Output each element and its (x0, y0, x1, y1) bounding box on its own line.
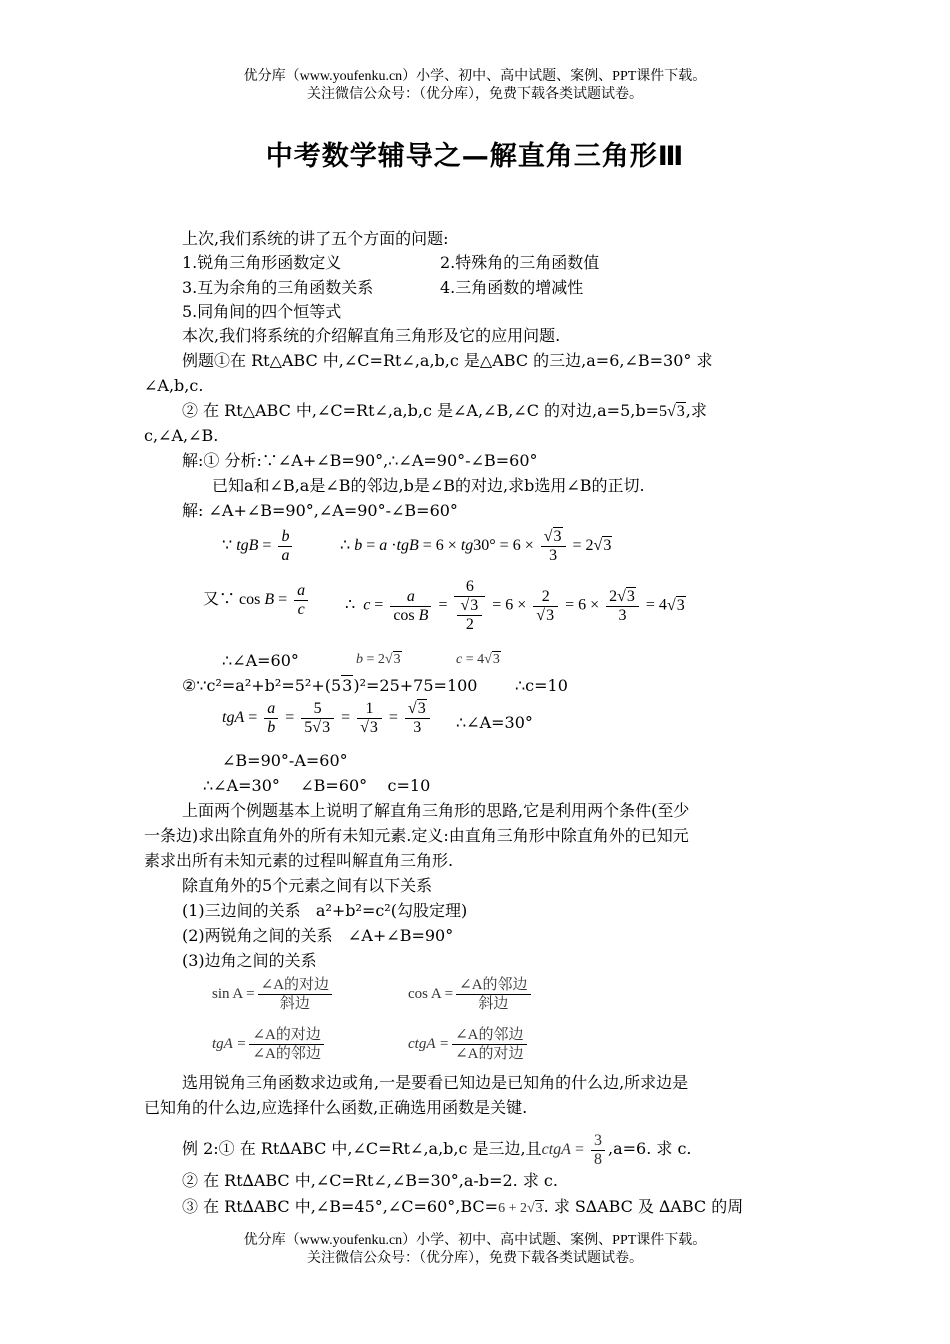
sin-numerator: ∠A的对边 (258, 976, 332, 995)
ctg-numerator: ∠A的邻边 (452, 1026, 526, 1045)
cos-denominator: 斜边 (478, 996, 509, 1012)
example1-line-2: ∠A,b,c. (144, 376, 204, 395)
footer-line-1: 优分库（www.youfenku.cn）小学、初中、高中试题、案例、PPT课件下载。 (243, 1233, 707, 1248)
result-b: b = 2√3 (356, 652, 401, 667)
relation-3: (3)边角之间的关系 (182, 951, 317, 970)
intro-paragraph-2: 本次,我们将系统的介绍解直角三角形及它的应用问题. (182, 326, 561, 345)
solution-step: 解: ∠A+∠B=90°,∠A=90°-∠B=60° (182, 501, 458, 520)
ctgA-fraction: ctgA = $\frac{3}{8}$ (542, 1141, 608, 1158)
solution-analysis: 解:① 分析:∵∠A+∠B=90°,∴∠A=90°-∠B=60° (182, 451, 538, 470)
example1-line-4: c,∠A,∠B. (144, 426, 219, 445)
relation-1: (1)三边间的关系 a²+b²=c²(勾股定理) (182, 901, 468, 920)
sqrt-3: 3 (342, 676, 353, 695)
intro-item-2: 2.特殊角的三角函数值 (440, 253, 600, 272)
tg-numerator: ∠A的对边 (249, 1026, 323, 1045)
summary-line-3: 素求出所有未知元素的过程叫解直角三角形. (144, 851, 454, 870)
part2-c-squared-tail: )²=25+75=100 (353, 676, 478, 695)
example1-line-3-text: ② 在 Rt△ABC 中,∠C=Rt∠,a,b,c 是∠A,∠B,∠C 的对边,a=5,b= (182, 401, 659, 420)
sqrt-5-3: 5√3 (658, 403, 685, 420)
intro-item-3: 3.互为余角的三角函数关系 (182, 278, 374, 297)
example2-line-3-text: ③ 在 Rt∆ABC 中,∠B=45°,∠C=60°,BC= (182, 1197, 499, 1216)
intro-item-5: 5.同角间的四个恒等式 (182, 302, 342, 321)
formula-tg (212, 1026, 327, 1063)
intro-item-4: 4.三角函数的增减性 (440, 278, 584, 297)
intro-paragraph: 上次,我们系统的讲了五个方面的问题: (182, 229, 449, 248)
sin-denominator: 斜边 (279, 996, 310, 1012)
header-line-2: 关注微信公众号：（优分库），免费下载各类试题试卷。 (307, 87, 643, 102)
tg-denominator: ∠A的邻边 (252, 1046, 321, 1062)
example1-line-1: 例题①在 Rt△ABC 中,∠C=Rt∠,a,b,c 是△ABC 的三边,a=6,∠B=30° 求 (182, 351, 713, 370)
result-c: c = 4√3 (456, 652, 500, 667)
formula-sin (212, 976, 335, 1013)
example1-line-3-tail: ,求 (685, 401, 707, 420)
example2-line-3 (182, 1196, 743, 1220)
solution-reasoning: 已知a和∠B,a是∠B的邻边,b是∠B的对边,求b选用∠B的正切. (212, 476, 645, 495)
choose-line-2: 已知角的什么边,应选择什么函数,正确选用函数是关键. (144, 1098, 528, 1117)
example2-line-1 (182, 1132, 692, 1169)
cos-numerator: ∠A的邻边 (456, 976, 530, 995)
formula-tgA: tgA = $\frac{a}{b}$ = $\frac{5}{5√3}$ = $\frac{1}{√3}$ = $\frac{√3}{3}$ (222, 700, 433, 737)
ctg-denominator: ∠A的对边 (455, 1046, 524, 1062)
result-B-60: ∠B=90°-A=60° (222, 751, 348, 770)
relation-2: (2)两锐角之间的关系 ∠A+∠B=90° (182, 926, 454, 945)
result-summary: ∴∠A=30° ∠B=60° c=10 (203, 776, 431, 795)
header-line-1: 优分库（www.youfenku.cn）小学、初中、高中试题、案例、PPT课件下载。 (243, 69, 707, 84)
result-c-10: ∴c=10 (515, 676, 568, 695)
summary-line-2: 一条边)求出除直角外的所有未知元素.定义:由直角三角形中除直角外的已知元 (144, 826, 689, 845)
choose-line-1: 选用锐角三角函数求边或角,一是要看已知边是已知角的什么边,所求边是 (182, 1073, 689, 1092)
page-title: 中考数学辅导之—解直角三角形Ⅲ (265, 141, 685, 172)
intro-item-1: 1.锐角三角形函数定义 (182, 253, 342, 272)
cos-label: cos A = (408, 985, 454, 1002)
bc-value: 6 + 2√3 (498, 1201, 543, 1216)
sin-label: sin A = (212, 985, 255, 1002)
formula-ctg (408, 1026, 530, 1063)
footer-line-2: 关注微信公众号：（优分库），免费下载各类试题试卷。 (307, 1251, 643, 1266)
part2-c-squared (182, 675, 477, 697)
result-A-60: ∴∠A=60° (222, 651, 299, 670)
formula-cosB: 又∵ cos B = $\frac{a}{c}$ (203, 582, 311, 619)
result-A-30: ∴∠A=30° (456, 713, 533, 732)
part2-c-squared-text: ②∵c²=a²+b²=5²+(5 (182, 676, 342, 695)
example2-line-1-tail: ,a=6. 求 c. (607, 1139, 692, 1159)
summary-line-4: 除直角外的5个元素之间有以下关系 (182, 876, 433, 895)
example2-line-2: ② 在 Rt∆ABC 中,∠C=Rt∠,∠B=30°,a-b=2. 求 c. (182, 1171, 558, 1190)
example1-line-3 (182, 400, 707, 423)
example2-line-1-text: 例 2:① 在 Rt∆ABC 中,∠C=Rt∠,a,b,c 是三边,且 (182, 1139, 542, 1159)
formula-tgB: ∵ tgB = $\frac{b}{a}$ (222, 528, 295, 565)
formula-cos (408, 976, 534, 1013)
ctg-label: ctgA = (408, 1035, 450, 1052)
formula-c-value: ∴ c = $\frac{a}{\text{cos B}}$ = $\frac{6}{\frac{√3}{2}}$ = 6 × $\frac{2}{√3}$ = 6 × $\frac{2√3}{3}$ = 4√3 (345, 578, 685, 633)
summary-line-1: 上面两个例题基本上说明了解直角三角形的思路,它是利用两个条件(至少 (182, 801, 690, 820)
example2-line-3-tail: . 求 S∆ABC 及 ∆ABC 的周 (543, 1197, 744, 1216)
tg-label: tgA = (212, 1035, 247, 1052)
formula-b-value: ∴ b = a ·tgB = 6 × tg30° = 6 × $\frac{√3}{3}$ = 2√3 (340, 528, 612, 564)
